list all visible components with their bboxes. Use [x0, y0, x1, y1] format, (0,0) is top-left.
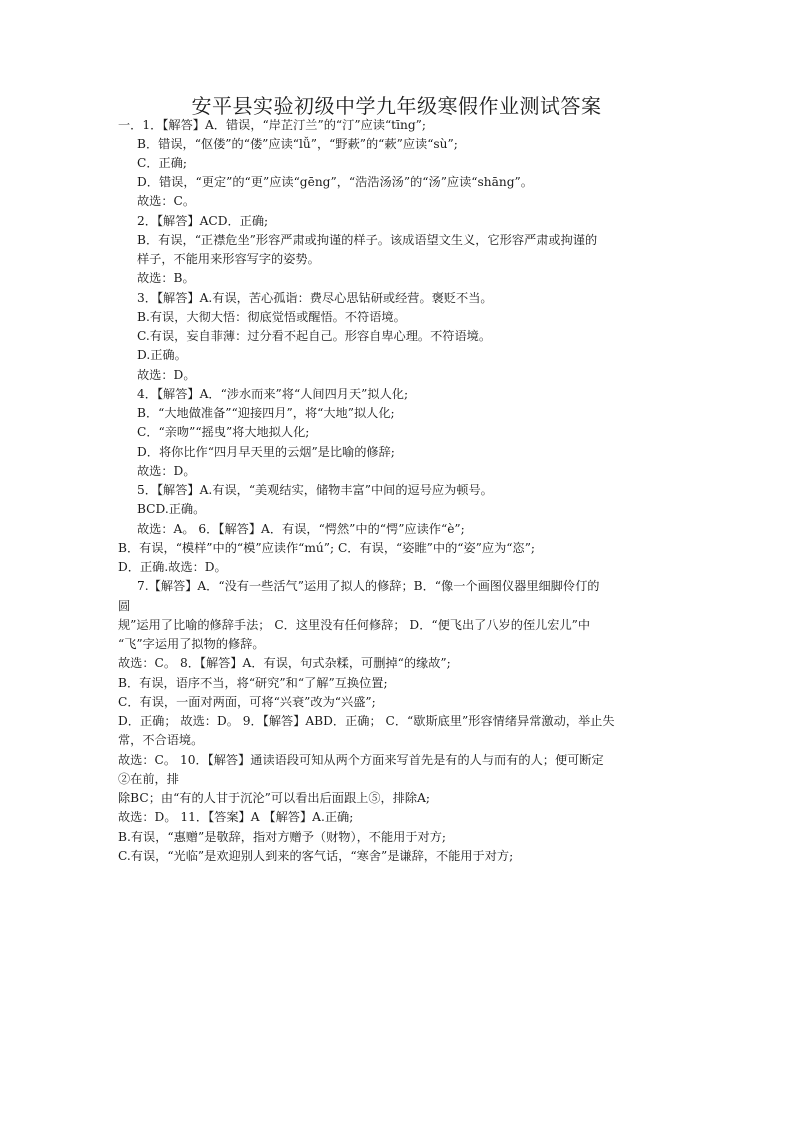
answer-line: C．“亲吻”“摇曳”将大地拟人化; — [137, 425, 310, 439]
answer-line: 故选：D。 — [137, 464, 196, 478]
answer-line: C．有误，一面对两面，可将“兴衰”改为“兴盛”; — [118, 695, 376, 709]
answer-line: 圆 — [118, 599, 131, 613]
answer-line: 除BC；由“有的人甘于沉沦”可以看出后面跟上⑤，排除A; — [118, 791, 431, 805]
answer-line: ②在前，排 — [118, 772, 179, 786]
answer-line: 故选：A。 6．【解答】A．有误，“愕然”中的“愕”应读作“è”; — [137, 522, 465, 536]
answer-line: B．错误，“伛偻”的“偻”应读“lǚ”，“野蔌”的“蔌”应读“sù”; — [137, 137, 458, 151]
answer-line: C.有误，妄自菲薄：过分看不起自己。形容自卑心理。不符语境。 — [137, 329, 492, 343]
answer-line: 故选：C。 8．【解答】A．有误，句式杂糅，可删掉“的缘故”; — [118, 656, 451, 670]
answer-line: 故选：D。 — [137, 368, 196, 382]
answer-line: B．有误，语序不当，将“研究”和“了解”互换位置; — [118, 676, 388, 690]
answer-line: B.有误，大彻大悟：彻底觉悟或醒悟。不符语境。 — [137, 310, 406, 324]
answer-line: “飞”字运用了拟物的修辞。 — [118, 637, 265, 651]
answer-line: 故选：D。 11．【答案】A 【解答】A.正确; — [118, 810, 354, 824]
answer-line: 7.【解答】A．“没有一些活气”运用了拟人的修辞；B．“像一个画图仪器里细脚伶仃的 — [137, 579, 600, 593]
answer-line: 规”运用了比喻的修辞手法； C．这里没有任何修辞； D．“便飞出了八岁的侄儿宏儿”中 — [118, 618, 591, 632]
answer-line: C.有误，“光临”是欢迎别人到来的客气话，“寒舍”是谦辞，不能用于对方; — [118, 849, 514, 863]
answer-line: 故选：C。 10．【解答】通读语段可知从两个方面来写首先是有的人与而有的人；便可断定 — [118, 753, 604, 767]
answer-line: BCD.正确。 — [137, 502, 206, 516]
answer-line: 5．【解答】A.有误，“美观结实，储物丰富”中间的逗号应为顿号。 — [137, 483, 493, 497]
answer-line: D．正确； 故选：D。 9．【解答】ABD．正确； C．“歇斯底里”形容情绪异常激动，举止失 — [118, 714, 615, 728]
answer-line: 一．1．【解答】A．错误，“岸芷汀兰”的“汀”应读“tīng”; — [118, 118, 426, 132]
answer-line: B．有误，“模样”中的“模”应读作“mú”; C．有误，“姿睢”中的“姿”应为“恣”; — [118, 541, 536, 555]
answer-line: 故选：C。 — [137, 194, 196, 208]
answer-line: 4．【解答】A．“涉水而来”将“人间四月天”拟人化; — [137, 387, 409, 401]
answer-line: D.正确。 — [137, 348, 187, 362]
answer-line: D．正确.故选：D。 — [118, 560, 227, 574]
answer-line: B．有误，“正襟危坐”形容严肃或拘谨的样子。该成语望文生义，它形容严肃或拘谨的 — [137, 233, 598, 247]
document-title: 安平县实验初级中学九年级寒假作业测试答案 — [191, 94, 602, 118]
answer-line: D．将你比作“四月早天里的云烟”是比喻的修辞; — [137, 445, 395, 459]
answer-line: B.有误，“惠赠”是敬辞，指对方赠予（财物），不能用于对方; — [118, 830, 446, 844]
answer-line: 3．【解答】A.有误，苦心孤诣：费尽心思钻研或经营。褒贬不当。 — [137, 291, 493, 305]
answer-line: C．正确; — [137, 156, 187, 170]
answer-line: 故选：B。 — [137, 271, 195, 285]
answer-line: 2．【解答】ACD．正确; — [137, 214, 269, 228]
answer-line: 常，不合语境。 — [118, 733, 204, 747]
answer-line: B．“大地做准备”“迎接四月”，将“大地”拟人化; — [137, 406, 395, 420]
answer-line: D．错误，“更定”的“更”应读“gēng”，“浩浩汤汤”的“汤”应读“shāng”。 — [137, 175, 533, 189]
answer-line: 样子，不能用来形容写字的姿势。 — [137, 252, 320, 266]
